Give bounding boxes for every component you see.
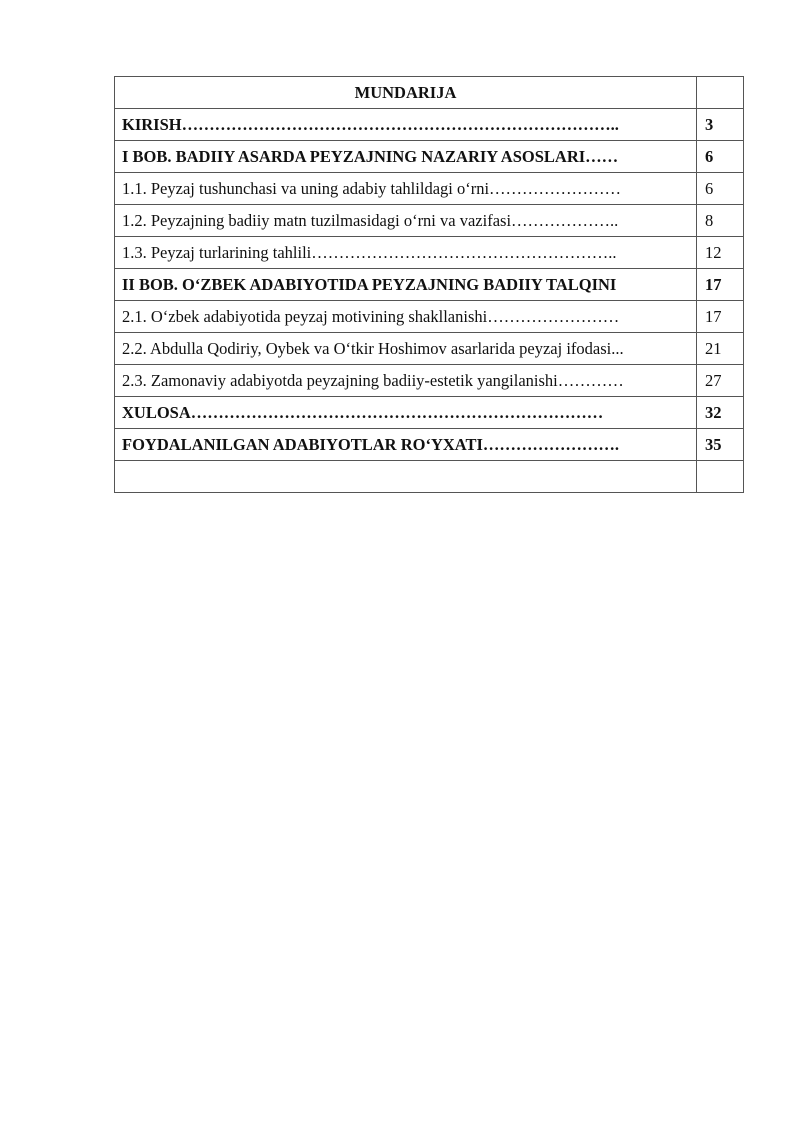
toc-entry-title: KIRISH…………………………………………………………………….. bbox=[115, 109, 697, 141]
toc-entry-page: 27 bbox=[697, 365, 744, 397]
toc-row-chapter-1 bbox=[115, 141, 744, 173]
toc-row-section-1-2 bbox=[115, 205, 744, 237]
toc-entry-title: 2.1. O‘zbek adabiyotida peyzaj motivining shakllanishi…………………… bbox=[115, 301, 697, 333]
toc-row-chapter-2 bbox=[115, 269, 744, 301]
toc-entry-page: 32 bbox=[697, 397, 744, 429]
toc-entry-page: 6 bbox=[697, 141, 744, 173]
toc-empty-cell bbox=[115, 461, 697, 493]
toc-entry-title: I BOB. BADIIY ASARDA PEYZAJNING NAZARIY ASOSLARI…… bbox=[115, 141, 697, 173]
toc-row-references bbox=[115, 429, 744, 461]
toc-entry-title: XULOSA………………………………………………………………… bbox=[115, 397, 697, 429]
toc-entry-title: 1.3. Peyzaj turlarining tahlili……………………………………………….. bbox=[115, 237, 697, 269]
toc-entry-page: 17 bbox=[697, 301, 744, 333]
toc-row-section-1-3 bbox=[115, 237, 744, 269]
toc-entry-title: FOYDALANILGAN ADABIYOTLAR RO‘YXATI……………………. bbox=[115, 429, 697, 461]
toc-entry-title: 2.3. Zamonaviy adabiyotda peyzajning badiiy-estetik yangilanishi………… bbox=[115, 365, 697, 397]
toc-row-section-2-2 bbox=[115, 333, 744, 365]
toc-row-section-2-1 bbox=[115, 301, 744, 333]
toc-row-xulosa bbox=[115, 397, 744, 429]
toc-entry-page: 3 bbox=[697, 109, 744, 141]
toc-entry-title: 1.2. Peyzajning badiiy matn tuzilmasidagi o‘rni va vazifasi……………….. bbox=[115, 205, 697, 237]
toc-entry-page: 12 bbox=[697, 237, 744, 269]
toc-heading-page-cell bbox=[697, 77, 744, 109]
toc-entry-page: 17 bbox=[697, 269, 744, 301]
toc-entry-page: 6 bbox=[697, 173, 744, 205]
toc-entry-title: 2.2. Abdulla Qodiriy, Oybek va O‘tkir Hoshimov asarlarida peyzaj ifodasi... bbox=[115, 333, 697, 365]
toc-heading-row bbox=[115, 77, 744, 109]
toc-row-kirish bbox=[115, 109, 744, 141]
toc-entry-title: 1.1. Peyzaj tushunchasi va uning adabiy tahlildagi o‘rni…………………… bbox=[115, 173, 697, 205]
toc-heading: MUNDARIJA bbox=[115, 77, 697, 109]
toc-entry-page: 35 bbox=[697, 429, 744, 461]
toc-entry-page: 8 bbox=[697, 205, 744, 237]
toc-row-section-1-1 bbox=[115, 173, 744, 205]
toc-entry-title: II BOB. O‘ZBEK ADABIYOTIDA PEYZAJNING BADIIY TALQINI bbox=[115, 269, 697, 301]
toc-empty-row bbox=[115, 461, 744, 493]
toc-empty-page-cell bbox=[697, 461, 744, 493]
toc-entry-page: 21 bbox=[697, 333, 744, 365]
table-of-contents bbox=[114, 76, 744, 493]
toc-row-section-2-3 bbox=[115, 365, 744, 397]
